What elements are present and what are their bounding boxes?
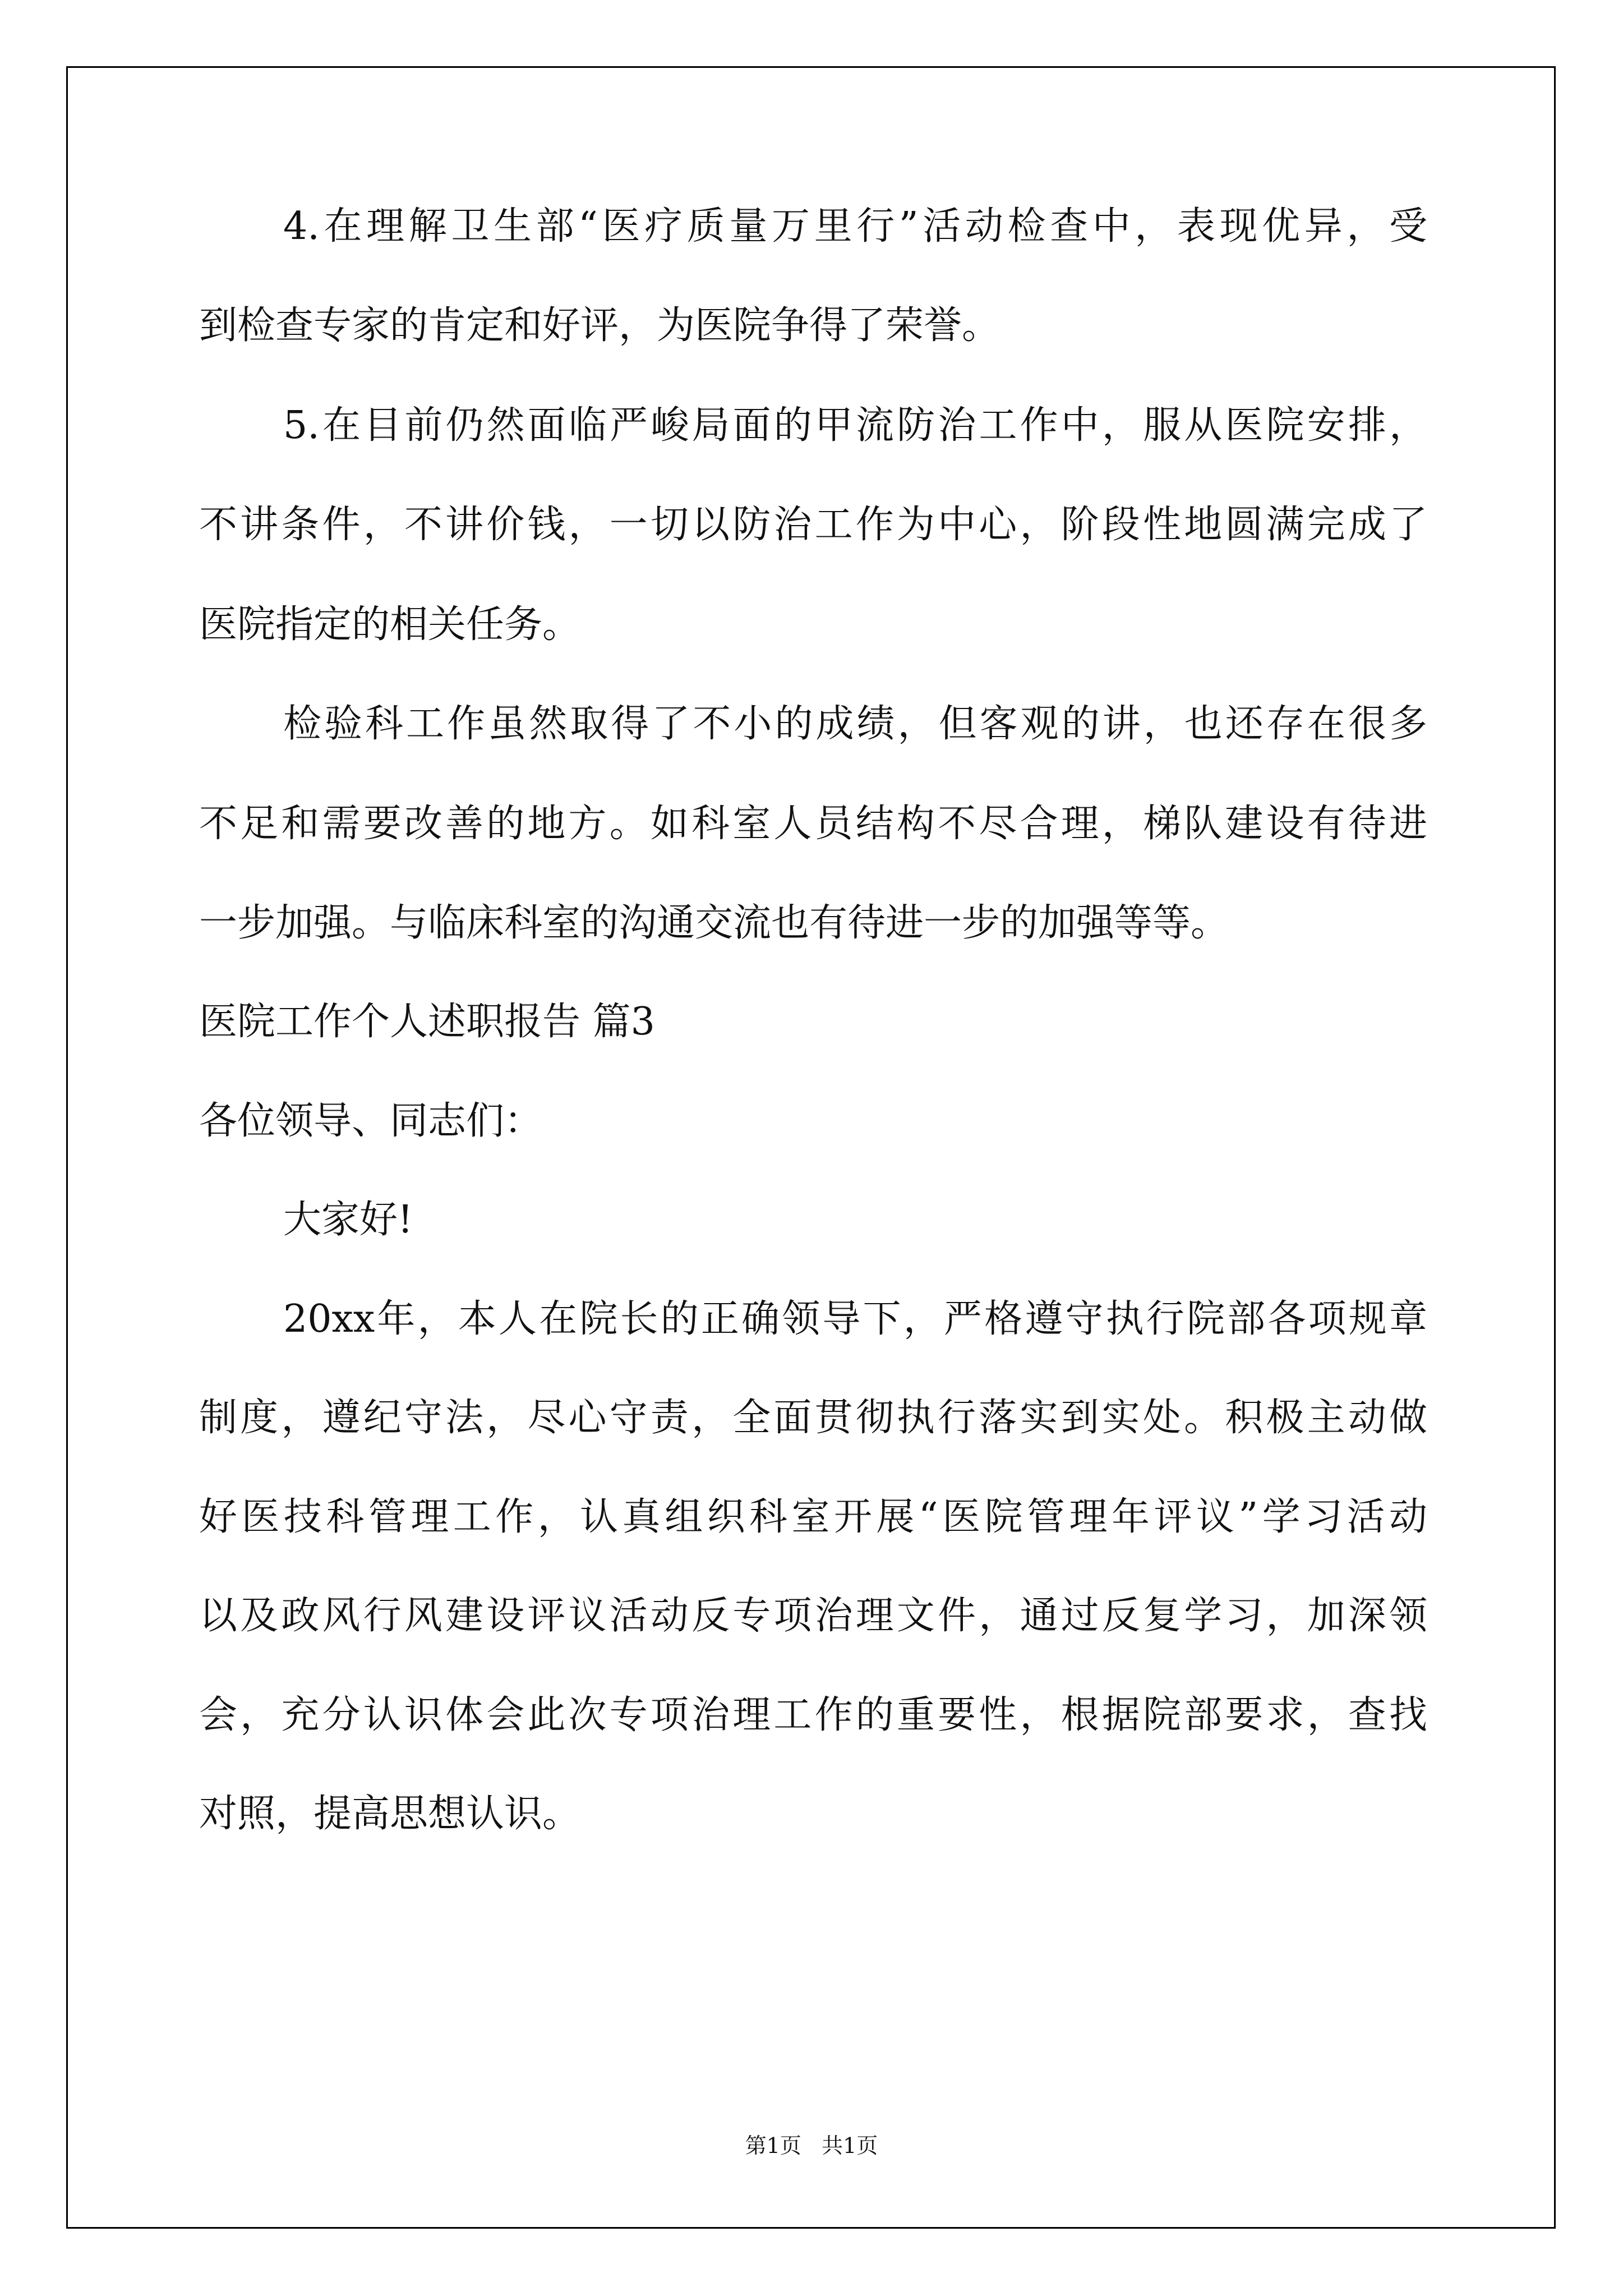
text-line: 一步加强。与临床科室的沟通交流也有待进一步的加强等等。 bbox=[199, 901, 1229, 945]
text-line: 4.在理解卫生部“医疗质量万里行”活动检查中，表现优异，受 bbox=[283, 204, 1427, 249]
text-line: 医院指定的相关任务。 bbox=[199, 602, 581, 647]
text-line: 以及政风行风建设评议活动反专项治理文件，通过反复学习，加深领 bbox=[199, 1594, 1427, 1638]
text-line: 各位领导、同志们： bbox=[199, 1099, 543, 1143]
page-border bbox=[66, 66, 1556, 2229]
text-line: 制度，遵纪守法，尽心守责，全面贯彻执行落实到实处。积极主动做 bbox=[199, 1396, 1427, 1440]
text-line: 5.在目前仍然面临严峻局面的甲流防治工作中，服从医院安排， bbox=[283, 403, 1427, 448]
text-line: 对照，提高思想认识。 bbox=[199, 1792, 581, 1836]
text-line: 20xx年，本人在院长的正确领导下，严格遵守执行院部各项规章 bbox=[283, 1297, 1427, 1341]
text-line: 好医技科管理工作，认真组织科室开展“医院管理年评议”学习活动 bbox=[199, 1495, 1427, 1539]
text-line: 医院工作个人述职报告 篇3 bbox=[199, 1000, 655, 1044]
text-line: 不讲条件，不讲价钱，一切以防治工作为中心，阶段性地圆满完成了 bbox=[199, 503, 1427, 547]
text-line: 检验科工作虽然取得了不小的成绩，但客观的讲，也还存在很多 bbox=[283, 702, 1427, 746]
text-line: 会，充分认识体会此次专项治理工作的重要性，根据院部要求，查找 bbox=[199, 1693, 1427, 1737]
page-footer: 第1页 共1页 bbox=[745, 2133, 878, 2158]
text-line: 到检查专家的肯定和好评，为医院争得了荣誉。 bbox=[199, 303, 1000, 348]
text-line: 大家好! bbox=[283, 1198, 413, 1242]
text-line: 不足和需要改善的地方。如科室人员结构不尽合理，梯队建设有待进 bbox=[199, 802, 1427, 846]
